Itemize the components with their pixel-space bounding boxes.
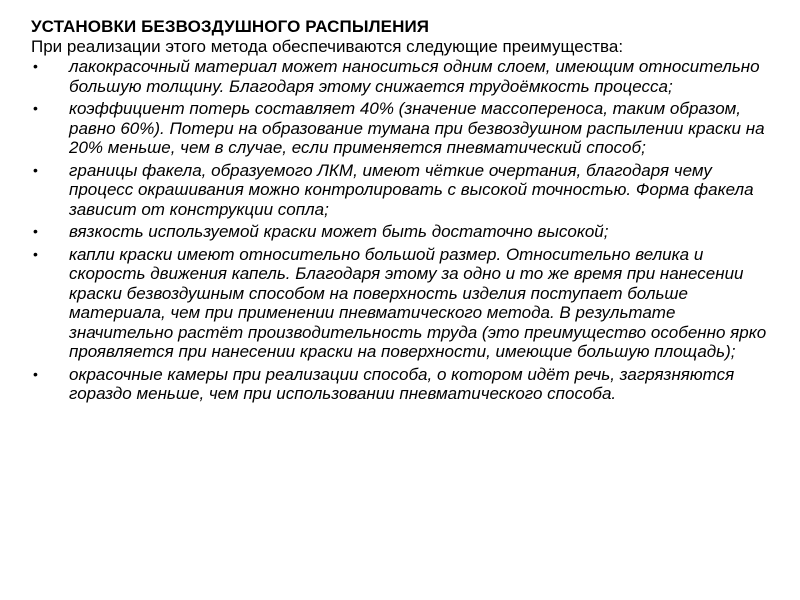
- slide-content: [31, 17, 771, 407]
- list-item: [31, 57, 771, 96]
- list-item-text: вязкость используемой краски может быть достаточно высокой;: [69, 222, 609, 241]
- bullet-icon: •: [33, 245, 38, 262]
- list-item: [31, 222, 771, 242]
- slide-title: УСТАНОВКИ БЕЗВОЗДУШНОГО РАСПЫЛЕНИЯ: [31, 17, 430, 36]
- bullet-icon: •: [33, 58, 38, 74]
- bullet-icon: •: [33, 365, 38, 382]
- bullet-icon: •: [33, 223, 38, 239]
- list-item-text: окрасочные камеры при реализации способа, о котором идёт речь, загрязняются гораздо меньше, чем при использовании пневматического способа.: [69, 364, 735, 403]
- bullet-icon: •: [33, 100, 38, 116]
- intro-text: При реализации этого метода обеспечиваются следующие преимущества:: [31, 37, 624, 56]
- advantages-list: [31, 57, 771, 404]
- list-item-text: капли краски имеют относительно большой размер. Относительно велика и скорость движения капель. Благодаря этому за одно и то же время при нанесении краски безвоздушным способом на поверхность изделия поступает больше материала, чем при применении пневматического метода. В результате значительно растёт производительность труда (это преимущество особенно ярко проявляется при нанесении краски на поверхности, имеющие большую площадь);: [69, 244, 767, 361]
- list-item-text: коэффициент потерь составляет 40% (значение массопереноса, таким образом, равно 60%). Потери на образование тумана при безвоздушном распылении краски на 20% меньше, чем в случае, если применяется пневматический способ;: [69, 99, 765, 157]
- list-item: [31, 245, 771, 362]
- list-item-text: границы факела, образуемого ЛКМ, имеют чёткие очертания, благодаря чему процесс окрашивания можно контролировать с высокой точностью. Форма факела зависит от конструкции сопла;: [69, 160, 754, 219]
- bullet-icon: •: [33, 161, 38, 178]
- list-item: [31, 99, 771, 158]
- list-item: [31, 161, 771, 220]
- list-item-text: лакокрасочный материал может наноситься одним слоем, имеющим относительно большую толщину. Благодаря этому снижается трудоёмкость процесса;: [69, 57, 760, 96]
- list-item: [31, 365, 771, 404]
